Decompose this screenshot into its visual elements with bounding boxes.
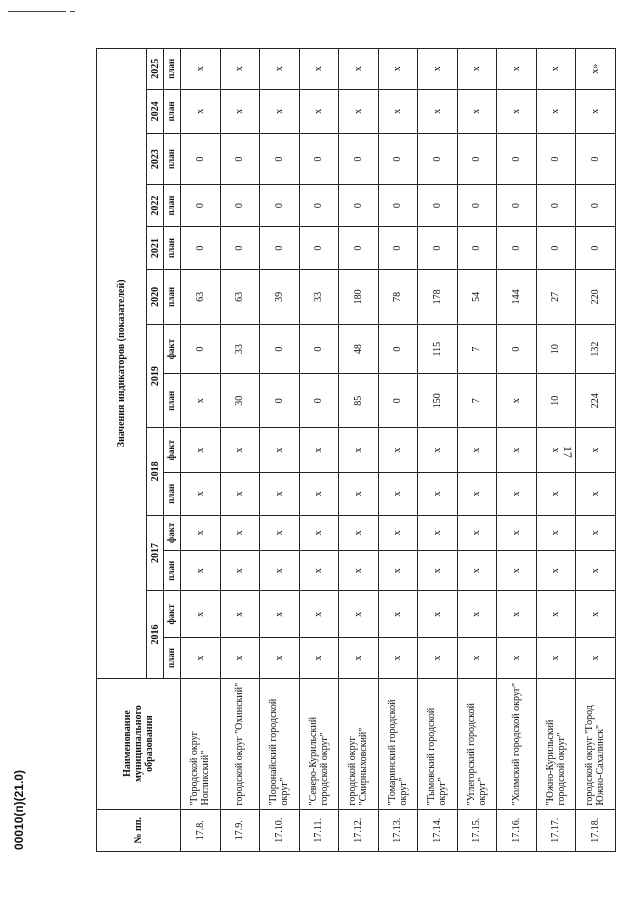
indicator-cell: x <box>576 428 616 473</box>
indicator-cell: 0 <box>181 184 221 226</box>
top-dash <box>70 11 75 12</box>
indicator-cell: 0 <box>576 184 616 226</box>
header-plan-2021: план <box>164 227 181 269</box>
top-rule <box>8 11 66 12</box>
indicator-cell: 0 <box>418 184 458 226</box>
indicator-cell: x <box>576 89 616 134</box>
indicator-cell: x <box>497 473 537 515</box>
header-year-2018: 2018 <box>147 428 164 515</box>
indicator-cell: 39 <box>260 269 300 324</box>
header-plan-2023: план <box>164 134 181 185</box>
indicator-cell: x <box>576 591 616 638</box>
indicator-cell: 0 <box>181 134 221 185</box>
indicator-cell: x <box>339 89 379 134</box>
indicator-cell: x <box>457 49 497 90</box>
indicator-cell: 132 <box>576 324 616 373</box>
municipality-name: "Тымовский городской округ" <box>418 678 458 809</box>
header-year-2021: 2021 <box>147 227 164 269</box>
indicator-cell: x <box>378 473 418 515</box>
indicator-cell: x <box>418 591 458 638</box>
indicator-cell: 0 <box>339 184 379 226</box>
municipality-name: городской округ "Смирныховский" <box>339 678 379 809</box>
indicator-cell: x <box>299 638 339 678</box>
indicator-cell: 0 <box>536 134 576 185</box>
municipality-name: "Городской округ Ногликский" <box>181 678 221 809</box>
row-number: 17.16. <box>497 809 537 851</box>
indicator-cell: x <box>299 515 339 551</box>
indicator-cell: x <box>181 638 221 678</box>
table-body <box>181 49 616 852</box>
indicator-cell: 0 <box>220 227 260 269</box>
header-name: Наименование муниципального образования <box>97 678 181 809</box>
municipality-name: "Холмский городской округ" <box>497 678 537 809</box>
indicator-cell: 0 <box>576 134 616 185</box>
indicator-cell: 0 <box>339 134 379 185</box>
indicator-cell: 144 <box>497 269 537 324</box>
indicator-cell: x <box>497 515 537 551</box>
indicator-cell: 0 <box>299 374 339 428</box>
indicator-cell: 0 <box>260 134 300 185</box>
indicator-cell: x <box>339 473 379 515</box>
indicator-cell: x <box>497 89 537 134</box>
indicator-cell: 150 <box>418 374 458 428</box>
indicator-cell: x <box>536 473 576 515</box>
indicator-cell: 54 <box>457 269 497 324</box>
header-fact-2017: факт <box>164 515 181 551</box>
indicator-cell: 0 <box>181 324 221 373</box>
indicator-cell: 0 <box>497 324 537 373</box>
row-number: 17.9. <box>220 809 260 851</box>
indicator-cell: x <box>418 473 458 515</box>
header-plan-2017: план <box>164 551 181 591</box>
table-row <box>378 49 418 852</box>
indicator-cell: 0 <box>378 134 418 185</box>
indicator-cell: x <box>457 638 497 678</box>
indicator-cell: x <box>181 374 221 428</box>
indicator-cell: x <box>181 428 221 473</box>
indicator-cell: x <box>378 515 418 551</box>
indicator-cell: x <box>260 515 300 551</box>
indicator-cell: 0 <box>181 227 221 269</box>
indicator-cell: x <box>536 89 576 134</box>
row-number: 17.18. <box>576 809 616 851</box>
municipality-name: "Углегорский городской округ" <box>457 678 497 809</box>
header-plan-2020: план <box>164 269 181 324</box>
indicator-cell: 63 <box>181 269 221 324</box>
indicator-cell: 0 <box>260 374 300 428</box>
indicator-cell: x <box>497 428 537 473</box>
indicator-cell: x <box>497 551 537 591</box>
indicator-cell: 0 <box>536 227 576 269</box>
header-number: № пп. <box>97 809 181 851</box>
indicator-cell: x <box>418 428 458 473</box>
indicator-cell: x <box>181 49 221 90</box>
indicator-cell: 0 <box>457 227 497 269</box>
row-number: 17.12. <box>339 809 379 851</box>
indicator-cell: x <box>220 473 260 515</box>
header-plan-2019: план <box>164 374 181 428</box>
indicator-cell: 0 <box>497 134 537 185</box>
header-plan-2025: план <box>164 49 181 90</box>
indicator-cell: 85 <box>339 374 379 428</box>
indicator-cell: 10 <box>536 324 576 373</box>
municipality-name: "Южно-Курильский городской округ" <box>536 678 576 809</box>
indicator-cell: x <box>378 89 418 134</box>
indicator-cell: 224 <box>576 374 616 428</box>
municipality-name: городской округ "Город Южно-Сахалинск" <box>576 678 616 809</box>
indicator-cell: x <box>181 551 221 591</box>
table-row <box>339 49 379 852</box>
indicator-cell: x» <box>576 49 616 90</box>
indicator-cell: 0 <box>497 184 537 226</box>
indicator-cell: 0 <box>418 227 458 269</box>
indicator-cell: x <box>536 428 576 473</box>
indicator-cell: x <box>576 515 616 551</box>
indicator-cell: 0 <box>576 227 616 269</box>
indicator-cell: 0 <box>220 184 260 226</box>
indicator-cell: 0 <box>378 184 418 226</box>
row-number: 17.14. <box>418 809 458 851</box>
indicator-cell: x <box>457 591 497 638</box>
document-code: 00010(п)(21.0) <box>12 770 26 850</box>
header-year-2020: 2020 <box>147 269 164 324</box>
rotated-table-wrapper <box>96 48 614 852</box>
indicator-cell: 7 <box>457 324 497 373</box>
indicators-table <box>96 48 616 852</box>
indicator-cell: x <box>418 515 458 551</box>
indicator-cell: 78 <box>378 269 418 324</box>
indicator-cell: x <box>576 638 616 678</box>
indicator-cell: x <box>536 591 576 638</box>
indicator-cell: x <box>497 591 537 638</box>
indicator-cell: 27 <box>536 269 576 324</box>
header-fact-2018: факт <box>164 428 181 473</box>
header-year-2016: 2016 <box>147 591 164 678</box>
indicator-cell: x <box>536 638 576 678</box>
indicator-cell: x <box>220 428 260 473</box>
indicator-cell: 0 <box>457 184 497 226</box>
indicator-cell: x <box>260 638 300 678</box>
indicator-cell: 33 <box>220 324 260 373</box>
indicator-cell: x <box>536 49 576 90</box>
indicator-cell: x <box>339 591 379 638</box>
indicator-cell: 0 <box>536 184 576 226</box>
row-number: 17.13. <box>378 809 418 851</box>
header-year-2022: 2022 <box>147 184 164 226</box>
table-row <box>576 49 616 852</box>
header-plan-2016: план <box>164 638 181 678</box>
indicator-cell: x <box>220 551 260 591</box>
header-fact-2019: факт <box>164 324 181 373</box>
indicator-cell: x <box>536 551 576 591</box>
indicator-cell: x <box>576 551 616 591</box>
indicator-cell: x <box>378 591 418 638</box>
indicator-cell: x <box>260 551 300 591</box>
indicator-cell: x <box>339 638 379 678</box>
header-year-2024: 2024 <box>147 89 164 134</box>
indicator-cell: x <box>260 49 300 90</box>
municipality-name: "Поронайский городской округ" <box>260 678 300 809</box>
indicator-cell: x <box>378 428 418 473</box>
table-row <box>418 49 458 852</box>
municipality-name: городской округ "Охинский" <box>220 678 260 809</box>
indicator-cell: 0 <box>299 184 339 226</box>
table-row <box>260 49 300 852</box>
header-year-2019: 2019 <box>147 324 164 427</box>
indicator-cell: x <box>299 428 339 473</box>
indicator-cell: 48 <box>339 324 379 373</box>
indicator-cell: 0 <box>418 134 458 185</box>
indicator-cell: 0 <box>260 324 300 373</box>
indicator-cell: x <box>220 638 260 678</box>
indicator-cell: x <box>497 638 537 678</box>
indicator-cell: x <box>457 428 497 473</box>
page-number: 17 <box>561 446 575 458</box>
row-number: 17.11. <box>299 809 339 851</box>
header-year-2023: 2023 <box>147 134 164 185</box>
indicator-cell: x <box>536 515 576 551</box>
table-row <box>497 49 537 852</box>
indicator-cell: x <box>339 515 379 551</box>
table-row <box>181 49 221 852</box>
indicator-cell: 0 <box>378 374 418 428</box>
indicator-cell: x <box>299 473 339 515</box>
indicator-cell: 115 <box>418 324 458 373</box>
indicator-cell: 10 <box>536 374 576 428</box>
indicator-cell: x <box>378 551 418 591</box>
indicator-cell: x <box>260 428 300 473</box>
header-indicators: Значения индикаторов (показателей) <box>97 49 147 679</box>
indicator-cell: 7 <box>457 374 497 428</box>
indicator-cell: x <box>299 591 339 638</box>
indicator-cell: 0 <box>299 134 339 185</box>
indicator-cell: x <box>576 473 616 515</box>
indicator-cell: x <box>181 515 221 551</box>
indicator-cell: 0 <box>378 324 418 373</box>
indicator-cell: x <box>378 49 418 90</box>
indicator-cell: x <box>378 638 418 678</box>
indicator-cell: x <box>220 515 260 551</box>
indicator-cell: x <box>220 89 260 134</box>
indicator-cell: x <box>457 473 497 515</box>
indicator-cell: 220 <box>576 269 616 324</box>
indicator-cell: x <box>418 638 458 678</box>
indicator-cell: x <box>497 49 537 90</box>
indicator-cell: x <box>181 473 221 515</box>
indicator-cell: 180 <box>339 269 379 324</box>
indicator-cell: 63 <box>220 269 260 324</box>
indicator-cell: x <box>418 551 458 591</box>
header-year-2025: 2025 <box>147 49 164 90</box>
indicator-cell: x <box>260 473 300 515</box>
indicator-cell: x <box>497 374 537 428</box>
indicator-cell: 0 <box>299 227 339 269</box>
table-row <box>536 49 576 852</box>
header-plan-2022: план <box>164 184 181 226</box>
indicator-cell: x <box>299 89 339 134</box>
indicator-cell: x <box>181 89 221 134</box>
indicator-cell: 0 <box>457 134 497 185</box>
indicator-cell: 0 <box>378 227 418 269</box>
indicator-cell: 178 <box>418 269 458 324</box>
indicator-cell: x <box>418 89 458 134</box>
indicator-cell: x <box>339 49 379 90</box>
indicator-cell: x <box>299 49 339 90</box>
indicator-cell: x <box>457 515 497 551</box>
row-number: 17.8. <box>181 809 221 851</box>
indicator-cell: x <box>339 428 379 473</box>
header-fact-2016: факт <box>164 591 181 638</box>
indicator-cell: 33 <box>299 269 339 324</box>
table-row <box>299 49 339 852</box>
row-number: 17.15. <box>457 809 497 851</box>
indicator-cell: 0 <box>497 227 537 269</box>
indicator-cell: x <box>220 591 260 638</box>
indicator-cell: 30 <box>220 374 260 428</box>
indicator-cell: 0 <box>339 227 379 269</box>
indicator-cell: 0 <box>260 184 300 226</box>
indicator-cell: x <box>457 551 497 591</box>
indicator-cell: x <box>220 49 260 90</box>
header-year-2017: 2017 <box>147 515 164 591</box>
table-row <box>220 49 260 852</box>
row-number: 17.10. <box>260 809 300 851</box>
indicator-cell: x <box>418 49 458 90</box>
header-plan-2018: план <box>164 473 181 515</box>
row-number: 17.17. <box>536 809 576 851</box>
indicator-cell: 0 <box>299 324 339 373</box>
table-row <box>457 49 497 852</box>
indicator-cell: x <box>339 551 379 591</box>
indicator-cell: 0 <box>260 227 300 269</box>
indicator-cell: 0 <box>220 134 260 185</box>
indicator-cell: x <box>457 89 497 134</box>
municipality-name: "Северо-Курильский городской округ" <box>299 678 339 809</box>
header-plan-2024: план <box>164 89 181 134</box>
municipality-name: "Томаринский городской округ" <box>378 678 418 809</box>
indicator-cell: x <box>181 591 221 638</box>
indicator-cell: x <box>260 591 300 638</box>
indicator-cell: x <box>260 89 300 134</box>
indicator-cell: x <box>299 551 339 591</box>
